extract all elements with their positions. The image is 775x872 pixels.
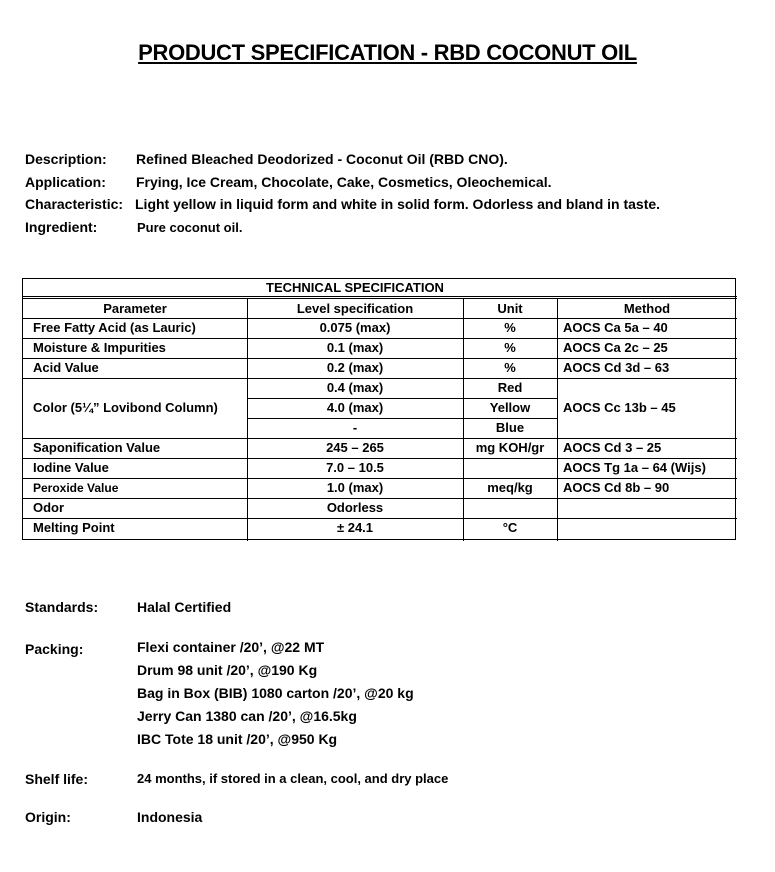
row-parameter: Saponification Value [33, 440, 161, 455]
row-level: - [352, 420, 358, 435]
header-level: Level specification [296, 301, 414, 316]
characteristic-row [25, 196, 661, 212]
row-level: 245 – 265 [326, 440, 384, 455]
packing-item: Flexi container /20’, @22 MT [137, 639, 325, 655]
application-row [25, 174, 552, 190]
row-parameter: Melting Point [33, 520, 115, 535]
row-parameter: Free Fatty Acid (as Lauric) [33, 320, 196, 335]
row-level: 7.0 – 10.5 [326, 460, 384, 475]
description-label: Description: [25, 151, 107, 167]
row-unit: Blue [495, 420, 525, 435]
row-unit: Yellow [489, 400, 531, 415]
table-rule [23, 338, 737, 339]
page-title: PRODUCT SPECIFICATION - RBD COCONUT OIL [138, 40, 637, 65]
row-level: 0.2 (max) [326, 360, 384, 375]
row-level: 0.4 (max) [326, 380, 384, 395]
row-unit: % [504, 320, 516, 335]
standards-label: Standards: [25, 599, 99, 615]
ingredient-row [25, 219, 243, 235]
row-level: 0.1 (max) [326, 340, 384, 355]
table-rule [23, 438, 737, 439]
table-rule [247, 398, 557, 399]
packing-label: Packing: [25, 641, 84, 657]
characteristic-value: Light yellow in liquid form and white in solid form. Odorless and bland in taste. [135, 196, 661, 212]
row-parameter: Odor [33, 500, 65, 515]
row-parameter: Moisture & Impurities [33, 340, 166, 355]
row-method: AOCS Cc 13b – 45 [563, 400, 676, 415]
row-method: AOCS Cd 8b – 90 [563, 480, 670, 495]
packing-item: Bag in Box (BIB) 1080 carton /20’, @20 kg [137, 685, 414, 701]
ingredient-label: Ingredient: [25, 219, 98, 235]
header-parameter: Parameter [103, 301, 167, 316]
row-level: 1.0 (max) [326, 480, 384, 495]
application-label: Application: [25, 174, 106, 190]
row-unit: meq/kg [487, 480, 533, 495]
row-method: AOCS Cd 3d – 63 [563, 360, 670, 375]
row-parameter: Acid Value [33, 360, 99, 375]
packing-list [137, 636, 414, 751]
packing-item: IBC Tote 18 unit /20’, @950 Kg [137, 731, 338, 747]
table-rule [23, 298, 737, 299]
table-rule [23, 318, 737, 319]
row-method: AOCS Ca 2c – 25 [563, 340, 668, 355]
description-value: Refined Bleached Deodorized - Coconut Oil (RBD CNO). [136, 151, 508, 167]
header-method: Method [623, 301, 671, 316]
characteristic-label: Characteristic: [25, 196, 124, 212]
row-parameter: Peroxide Value [33, 481, 119, 495]
row-unit: % [504, 360, 516, 375]
technical-specification-table [22, 278, 736, 540]
table-rule [463, 298, 464, 541]
table-title: TECHNICAL SPECIFICATION [266, 280, 444, 295]
table-rule [23, 498, 737, 499]
row-unit: °C [502, 520, 518, 535]
row-level: ± 24.1 [336, 520, 374, 535]
header-unit: Unit [497, 301, 523, 316]
row-parameter: Iodine Value [33, 460, 109, 475]
table-rule [23, 378, 737, 379]
row-method: AOCS Cd 3 – 25 [563, 440, 662, 455]
row-level: 4.0 (max) [326, 400, 384, 415]
row-method: AOCS Tg 1a – 64 (Wijs) [563, 460, 706, 475]
row-parameter: Color (5¼” Lovibond Column) [33, 400, 218, 415]
row-unit: Red [497, 380, 523, 395]
packing-item: Jerry Can 1380 can /20’, @16.5kg [137, 708, 357, 724]
shelf-life-label: Shelf life: [25, 771, 89, 787]
row-unit: mg KOH/gr [475, 440, 545, 455]
packing-item: Drum 98 unit /20’, @190 Kg [137, 662, 318, 678]
origin-value: Indonesia [137, 809, 203, 825]
table-rule [23, 518, 737, 519]
ingredient-value: Pure coconut oil. [137, 220, 243, 235]
standards-value: Halal Certified [137, 599, 232, 615]
row-level: Odorless [326, 500, 384, 515]
table-rule [23, 358, 737, 359]
description-row [25, 151, 508, 167]
table-rule [247, 418, 557, 419]
origin-label: Origin: [25, 809, 71, 825]
table-rule [247, 298, 248, 541]
shelf-life-value: 24 months, if stored in a clean, cool, and dry place [137, 771, 449, 786]
application-value: Frying, Ice Cream, Chocolate, Cake, Cosmetics, Oleochemical. [136, 174, 552, 190]
table-rule [557, 298, 558, 541]
table-rule [23, 478, 737, 479]
row-level: 0.075 (max) [319, 320, 391, 335]
table-rule [23, 458, 737, 459]
row-method: AOCS Ca 5a – 40 [563, 320, 668, 335]
row-unit: % [504, 340, 516, 355]
table-rule [23, 296, 737, 297]
